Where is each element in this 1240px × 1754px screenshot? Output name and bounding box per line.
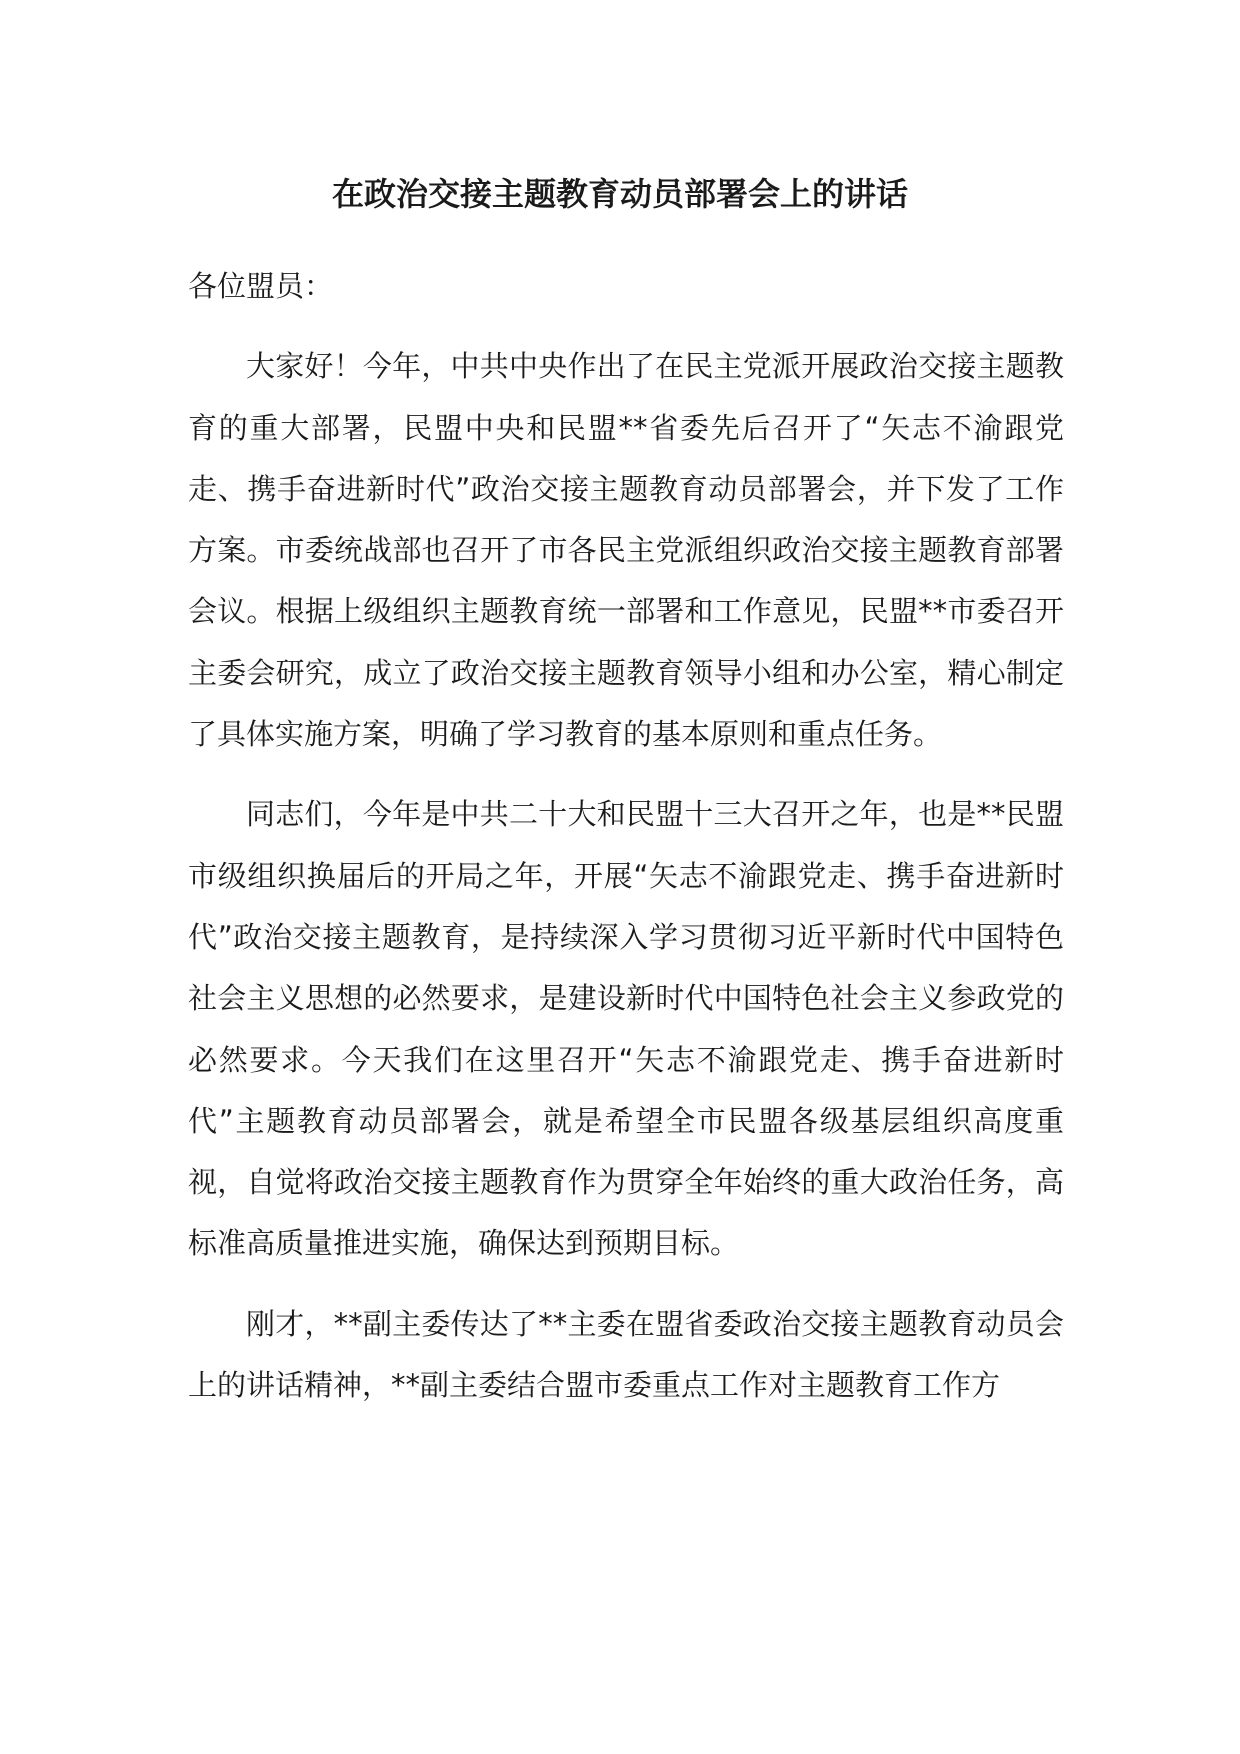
document-body [188, 256, 1064, 1435]
salutation: 各位盟员： [188, 269, 334, 303]
paragraph-1: 大家好！今年，中共中央作出了在民主党派开展政治交接主题教育的重大部署，民盟中央和民盟**省委先后召开了“矢志不渝跟党走、携手奋进新时代”政治交接主题教育动员部署会，并下发了工作方案。市委统战部也召开了市各民主党派组织政治交接主题教育部署会议。根据上级组织主题教育统一部署和工作意见，民盟**市委召开主委会研究，成立了政治交接主题教育领导小组和办公室，精心制定了具体实施方案，明确了学习教育的基本原则和重点任务。 [188, 349, 1064, 752]
paragraph-3: 刚才，**副主委传达了**主委在盟省委政治交接主题教育动员会上的讲话精神，**副主委结合盟市委重点工作对主题教育工作方 [188, 1306, 1064, 1403]
document-title: 在政治交接主题教育动员部署会上的讲话 [331, 175, 908, 213]
paragraph-2: 同志们，今年是中共二十大和民盟十三大召开之年，也是**民盟市级组织换届后的开局之年，开展“矢志不渝跟党走、携手奋进新时代”政治交接主题教育，是持续深入学习贯彻习近平新时代中国特色社会主义思想的必然要求，是建设新时代中国特色社会主义参政党的必然要求。今天我们在这里召开“矢志不渝跟党走、携手奋进新时代”主题教育动员部署会，就是希望全市民盟各级基层组织高度重视，自觉将政治交接主题教育作为贯穿全年始终的重大政治任务，高标准高质量推进实施，确保达到预期目标。 [188, 797, 1064, 1261]
